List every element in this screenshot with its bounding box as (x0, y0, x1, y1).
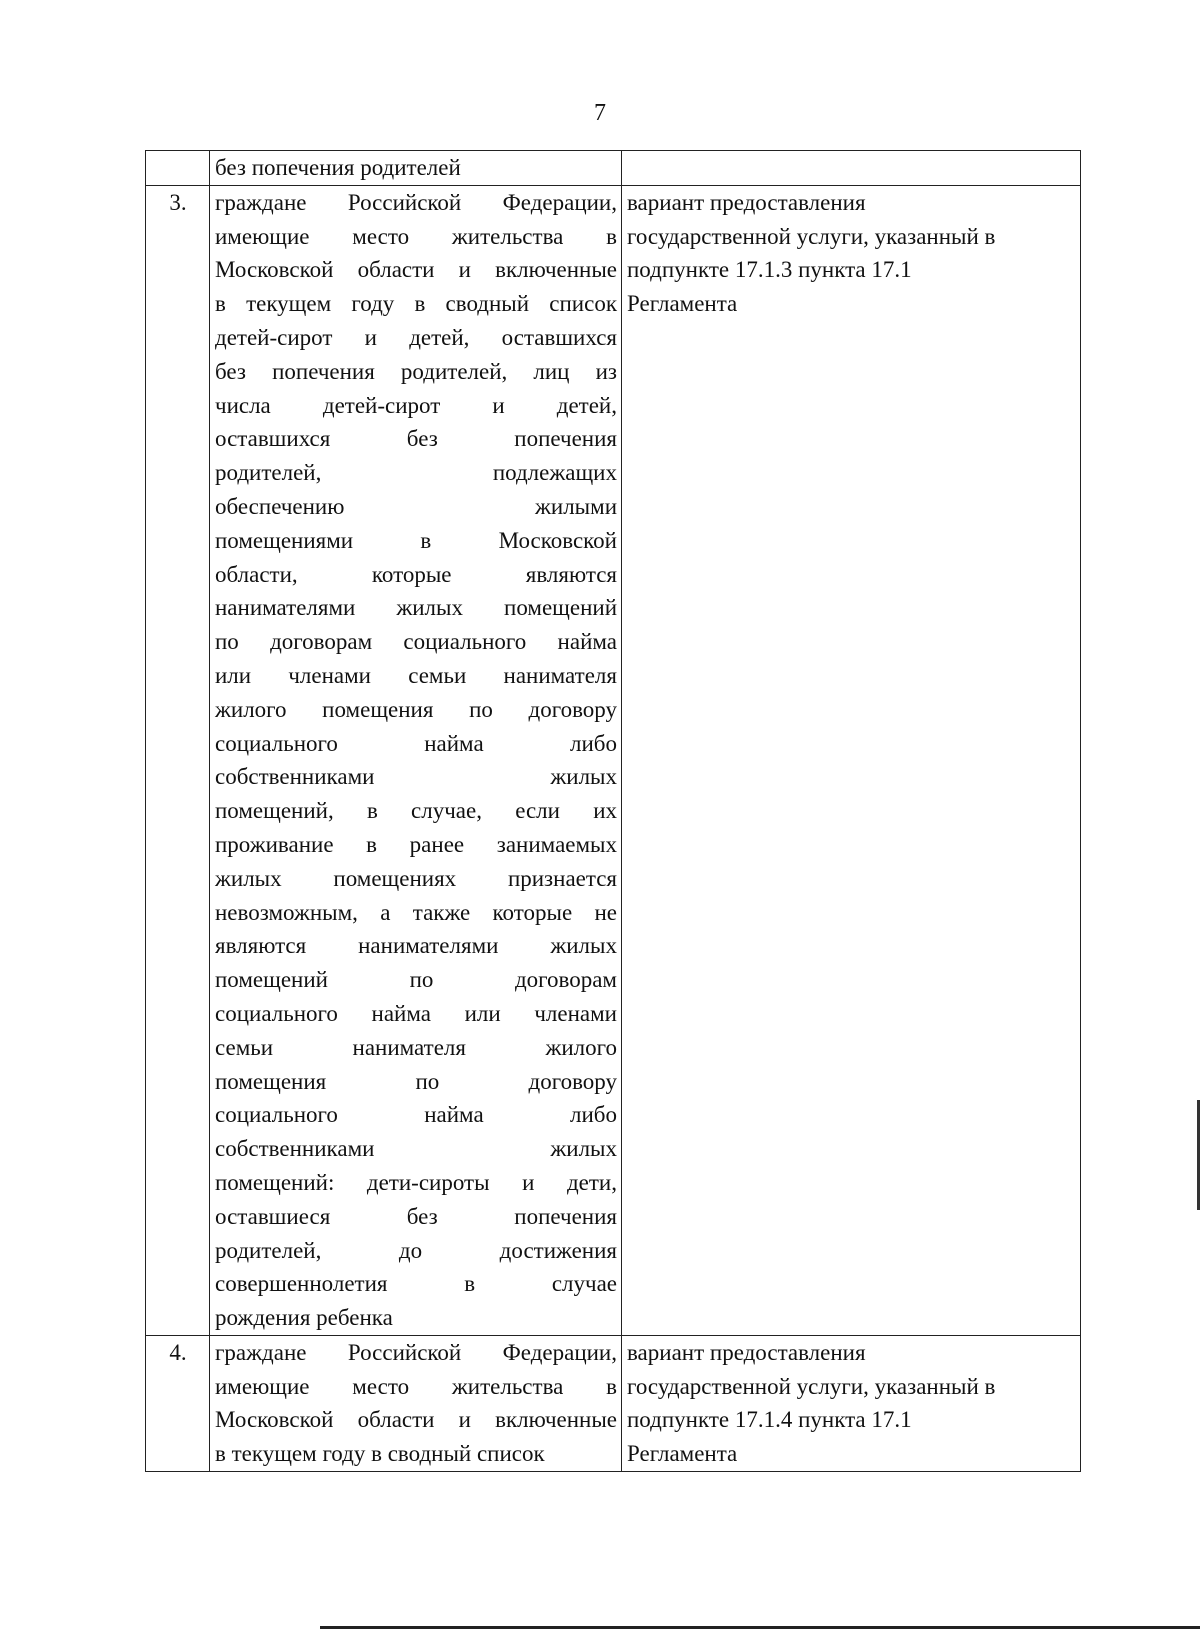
category-line: граждане Российской Федерации, (215, 1339, 617, 1365)
variant-line: государственной услуги, указанный в (627, 223, 996, 249)
category-line: проживание в ранее занимаемых (215, 831, 617, 857)
category-line: невозможным, а также которые не (215, 899, 617, 925)
category-line: помещениями в Московской (215, 527, 617, 553)
applicant-category-cell (210, 1335, 622, 1471)
row-number: 3. (146, 185, 210, 1335)
category-line: являются нанимателями жилых (215, 933, 617, 959)
category-line: или членами семьи нанимателя (215, 662, 617, 688)
category-line: нанимателями жилых помещений (215, 595, 617, 621)
variant-line: Регламента (627, 291, 738, 317)
category-line: социального найма либо (215, 730, 617, 756)
category-line: числа детей-сирот и детей, (215, 392, 617, 418)
category-line: жилого помещения по договору (215, 696, 617, 722)
category-line: родителей, до достижения (215, 1237, 617, 1263)
category-line: имеющие место жительства в (215, 223, 617, 249)
category-line: области, которые являются (215, 561, 617, 587)
category-line: детей-сирот и детей, оставшихся (215, 324, 617, 350)
category-line: помещений, в случае, если их (215, 798, 617, 824)
category-line: жилых помещениях признается (215, 865, 617, 891)
category-line: помещений по договорам (215, 967, 617, 993)
category-line: имеющие место жительства в (215, 1373, 617, 1399)
category-line: рождения ребенка (215, 1305, 393, 1331)
row-number: 4. (146, 1335, 210, 1471)
category-line: помещения по договору (215, 1068, 617, 1094)
category-line: Московской области и включенные (215, 1407, 617, 1433)
category-line: без попечения родителей, лиц из (215, 358, 617, 384)
variant-line: государственной услуги, указанный в (627, 1373, 996, 1399)
category-line: собственниками жилых (215, 1136, 617, 1162)
table-row (146, 151, 1081, 186)
variant-line: Регламента (627, 1441, 738, 1467)
category-line: оставшихся без попечения (215, 426, 617, 452)
category-line: обеспечению жилыми (215, 493, 617, 519)
category-line: без попечения родителей (215, 155, 461, 180)
category-line: помещений: дети-сироты и дети, (215, 1169, 617, 1195)
service-variant-cell (622, 151, 1081, 186)
row-number (146, 151, 210, 186)
category-line: в текущем году в сводный список (215, 1441, 545, 1467)
variant-line: вариант предоставления (627, 189, 866, 215)
applicant-category-cell (210, 151, 622, 186)
category-line: по договорам социального найма (215, 629, 617, 655)
variant-line: подпункте 17.1.3 пункта 17.1 (627, 257, 912, 283)
applicant-category-cell (210, 185, 622, 1335)
scan-edge-mark-bottom (320, 1626, 1200, 1629)
category-line: совершеннолетия в случае (215, 1271, 617, 1297)
service-variant-cell (622, 185, 1081, 1335)
category-line: в текущем году в сводный список (215, 291, 617, 317)
category-line: социального найма или членами (215, 1000, 617, 1026)
category-line: Московской области и включенные (215, 257, 617, 283)
category-line: граждане Российской Федерации, (215, 189, 617, 215)
category-line: социального найма либо (215, 1102, 617, 1128)
table-row (146, 185, 1081, 1335)
category-line: родителей, подлежащих (215, 460, 617, 486)
variant-line: вариант предоставления (627, 1339, 866, 1365)
category-line: оставшиеся без попечения (215, 1203, 617, 1229)
category-line: собственниками жилых (215, 764, 617, 790)
services-table (145, 150, 1081, 1472)
category-line: семьи нанимателя жилого (215, 1034, 617, 1060)
variant-line: подпункте 17.1.4 пункта 17.1 (627, 1407, 912, 1433)
page-number: 7 (594, 100, 606, 126)
table-row (146, 1335, 1081, 1471)
service-variant-cell (622, 1335, 1081, 1471)
